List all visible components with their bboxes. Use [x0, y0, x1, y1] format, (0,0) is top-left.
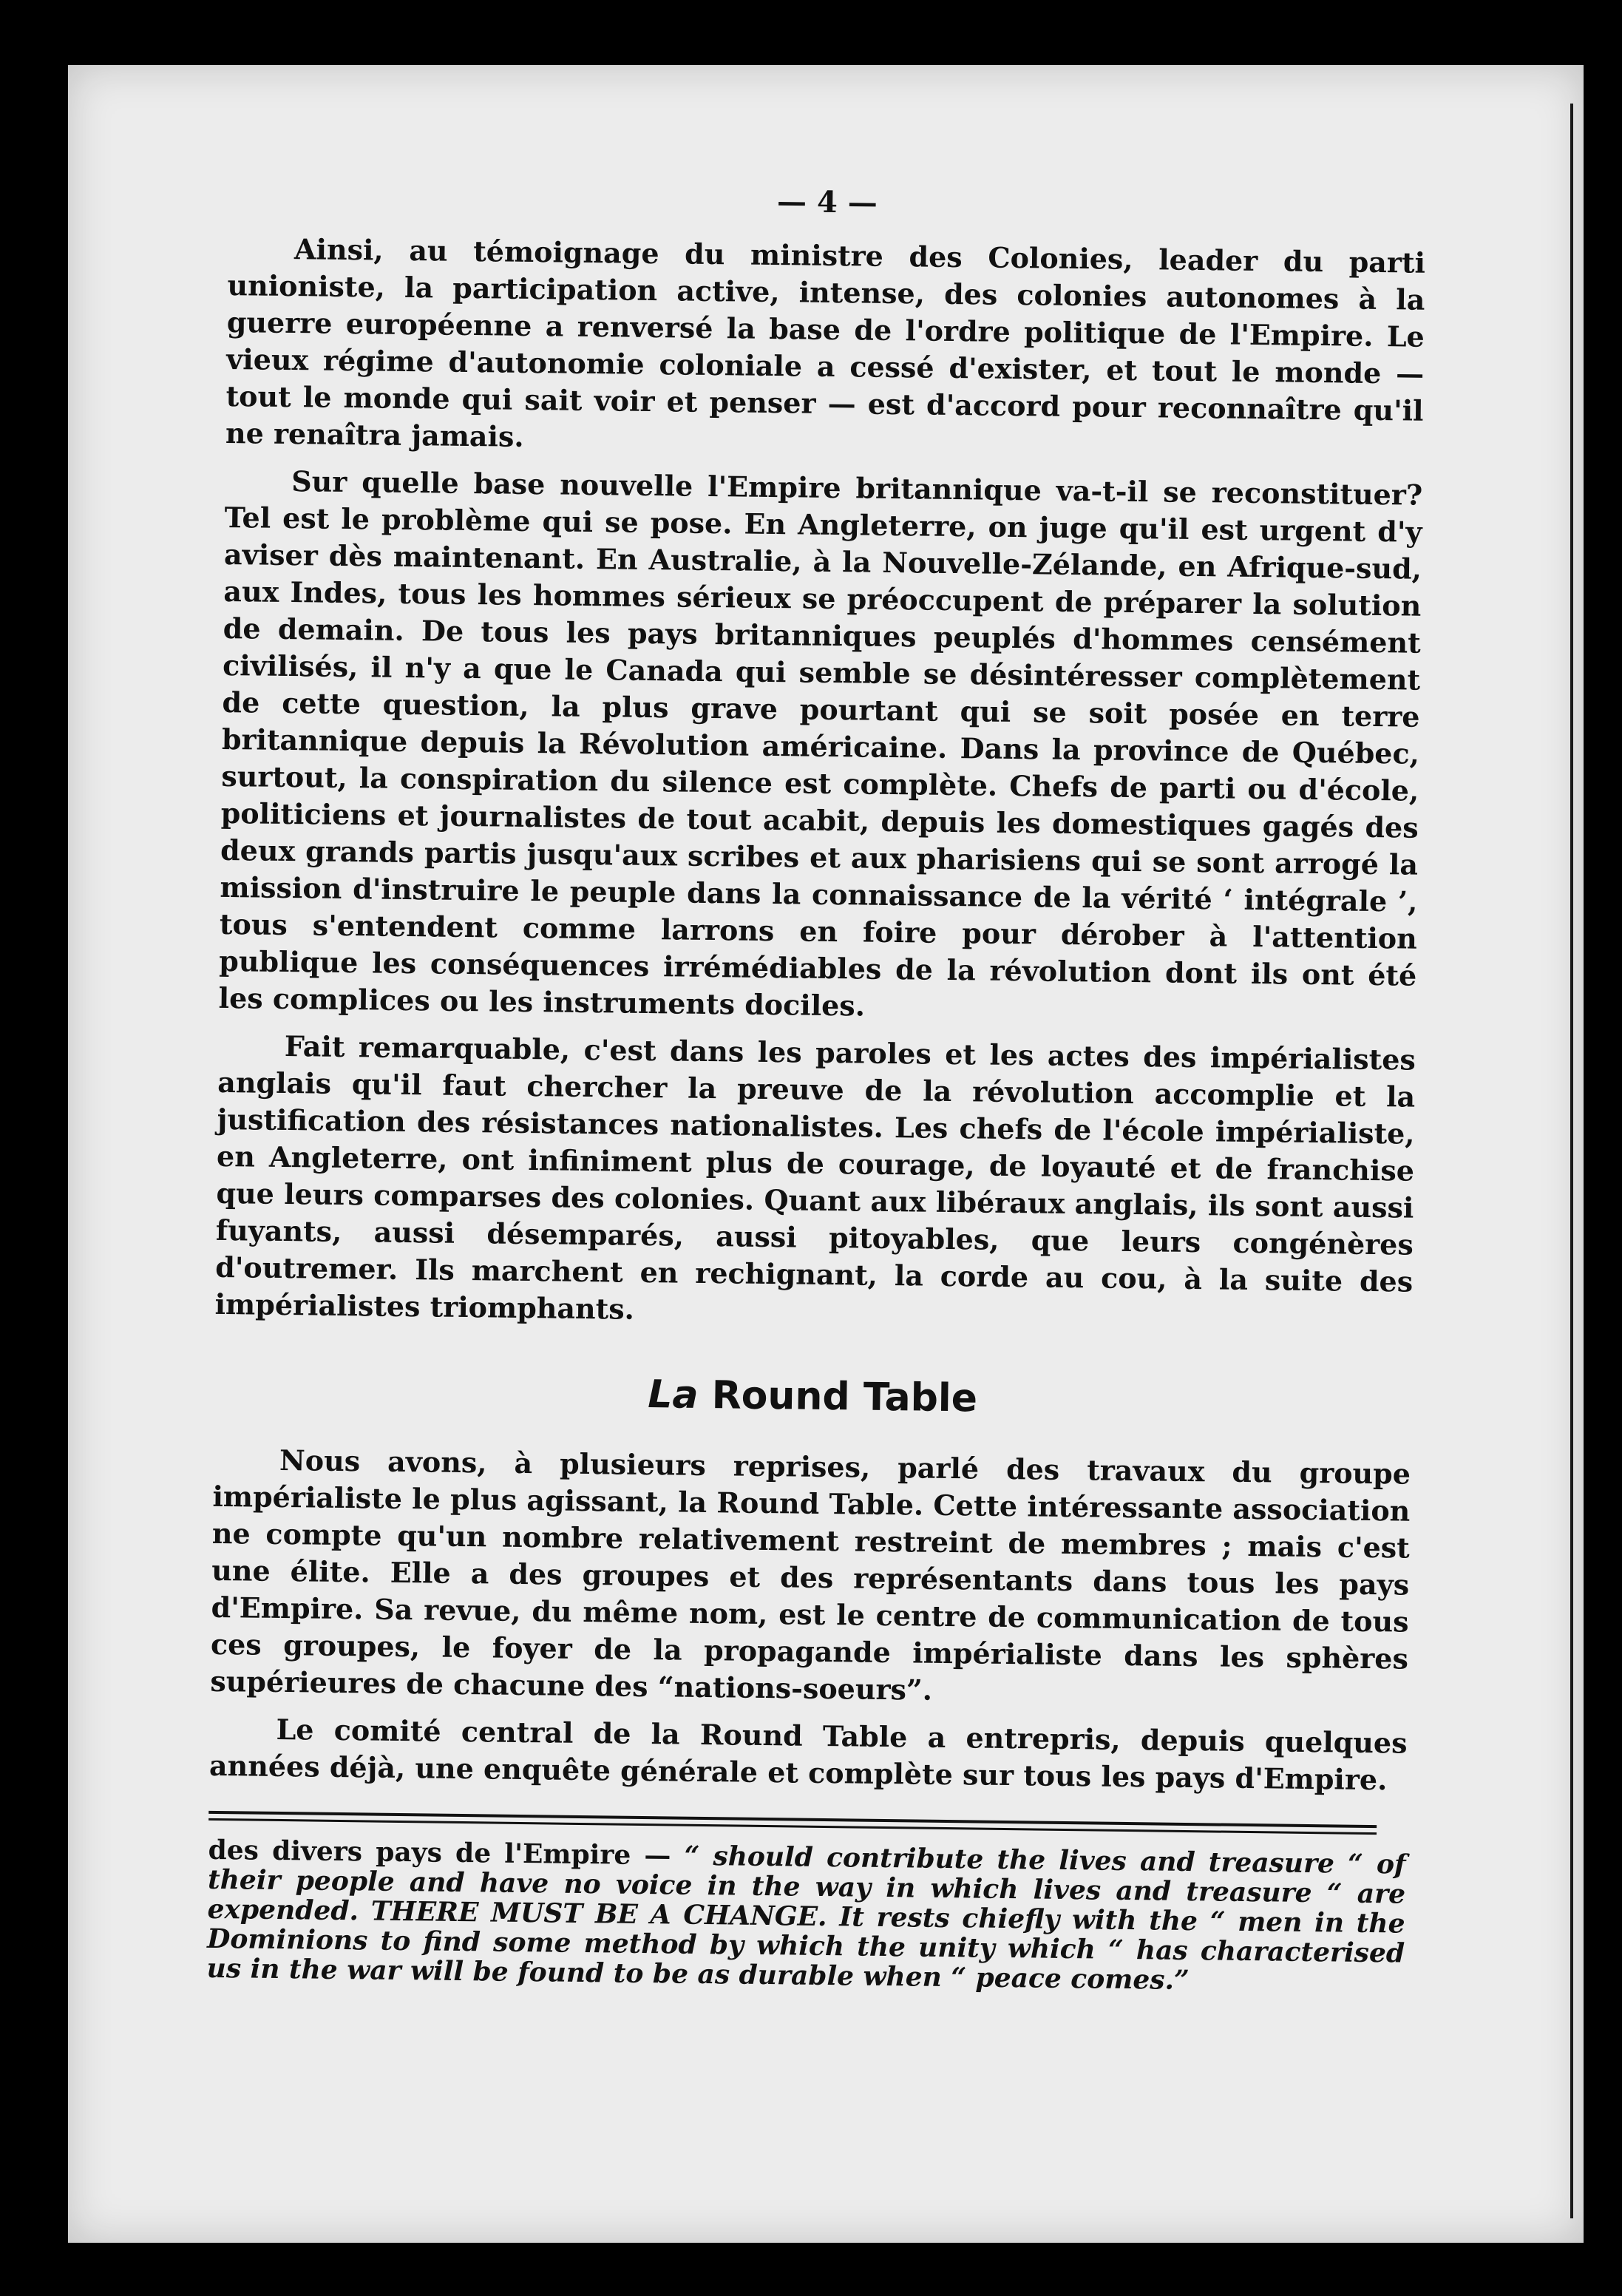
paragraph-1: Ainsi, au témoignage du ministre des Colonies, leader du parti unioniste, la participation active, intense, des colonies autonomes à la guerre européenne a renversé la base de l'ordre politique de l'Empire. Le vieux régime d'autonomie coloniale a cessé d'exister, et tout le monde — tout le monde qui sait voir et penser — est d'accord pour reconnaître qu'il ne renaîtra jamais. [225, 232, 1426, 453]
page-content [206, 133, 1426, 1998]
section-paragraph-1: Nous avons, à plusieurs reprises, parlé des travaux du groupe impérialiste le plus agissant, la Round Table. Cette intéressante association ne compte qu'un nombre relativement restreint de membres ; mais c'est une élite. Elle a des groupes et des représentants dans tous les pays d'Empire. Sa revue, du même nom, est le centre de communication de tous ces groupes, le foyer de la propagande impérialiste dans les sphères supérieures de chacune des “nations-soeurs”. [210, 1443, 1411, 1707]
paragraph-3: Fait remarquable, c'est dans les paroles et les actes des impérialistes anglais qu'il faut chercher la preuve de la révolution accomplie et la justification des résistances nationalistes. Les chefs de l'école impérialiste, en Angleterre, ont infiniment plus de courage, de loyauté et de franchise que leurs comparses des colonies. Quant aux libéraux anglais, ils sont aussi fuyants, aussi désemparés, aussi pitoyables, que leurs congénères d'outremer. Ils marchent en rechignant, la corde au cou, à la suite des impérialistes triomphants. [214, 1029, 1416, 1326]
section-title [214, 1367, 1412, 1426]
page-number: — 4 — [776, 184, 878, 220]
section-title-rest: Round Table [698, 1372, 978, 1421]
section-title-italic: La [648, 1372, 699, 1418]
section-paragraph-2: Le comité central de la Round Table a entrepris, depuis quelques années déjà, une enquête générale et complète sur tous les pays d'Empire. [208, 1712, 1408, 1797]
footnote-lead: des divers pays de l'Empire — [208, 1834, 685, 1872]
paragraph-2: Sur quelle base nouvelle l'Empire britannique va-t-il se reconstituer? Tel est le problème qui se pose. En Angleterre, on juge qu'il est urgent d'y aviser dès maintenant. En Australie, à la Nouvelle-Zélande, en Afrique-sud, aux Indes, tous les hommes sérieux se préoccupent de préparer la solution de demain. De tous les pays britanniques peuplés d'hommes censément civilisés, il n'y a que le Canada qui semble se désintéresser complètement de cette question, la plus grave pourtant qui se soit posée en terre britannique depuis la Révolution américaine. Dans la province de Québec, surtout, la conspiration du silence est complète. Chefs de parti ou d'école, politiciens et journalistes de tout acabit, depuis les domestiques gagés des deux grands partis jusqu'aux scribes et aux pharisiens qui se sont arrogé la mission d'instruire le peuple dans la connaissance de la vérité ‘ intégrale ’, tous s'entendent comme larrons en foire pour dérober à l'attention publique les conséquences irrémédiables de la révolution dont ils ont été les complices ou les instruments dociles. [218, 464, 1423, 1023]
footnote [206, 1835, 1405, 1998]
footnote-quote: “ should contribute the lives and treasure “ of their people and have no voice in the way in which lives and treasure “ are expended. THERE MUST BE A CHANGE. It rests chiefly with the “ men in the Dominions to find some method by which the unity which “ has characterised us in the war will be found to be as durable when “ peace comes.” [206, 1840, 1406, 1997]
page-edge-shadow [1570, 104, 1573, 2218]
